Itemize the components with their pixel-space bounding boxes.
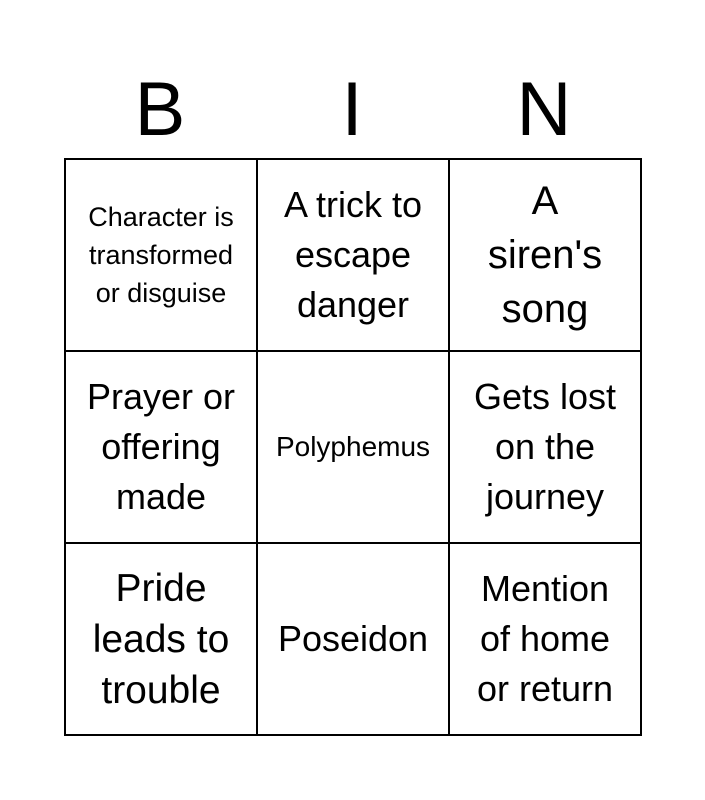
- bingo-cell-text: Poseidon: [277, 618, 429, 659]
- bingo-cell-5[interactable]: [258, 352, 450, 544]
- bingo-cell-1[interactable]: [66, 160, 258, 352]
- bingo-cell-text: Prayer or offering made: [86, 376, 236, 517]
- bingo-cell-7[interactable]: [66, 544, 258, 736]
- bingo-cell-text: A trick to escape danger: [283, 184, 423, 325]
- bingo-cell-text: Gets lost on the journey: [473, 376, 617, 517]
- bingo-cell-text: A siren's song: [487, 179, 603, 331]
- bingo-board: [64, 158, 642, 736]
- bingo-cell-text: Polyphemus: [275, 431, 431, 462]
- bingo-cell-text: Character is transformed or disguise: [88, 202, 234, 308]
- bingo-cell-3[interactable]: [450, 160, 642, 352]
- bingo-cell-text: Mention of home or return: [476, 568, 614, 709]
- header-letter-b: B: [134, 67, 186, 152]
- bingo-cell-4[interactable]: [66, 352, 258, 544]
- header-letter-n: N: [516, 67, 572, 152]
- bingo-cell-9[interactable]: [450, 544, 642, 736]
- bingo-cell-text: Pride leads to trouble: [92, 566, 230, 712]
- bingo-header: [64, 67, 640, 152]
- bingo-cell-6[interactable]: [450, 352, 642, 544]
- bingo-cell-2[interactable]: [258, 160, 450, 352]
- bingo-cell-8[interactable]: [258, 544, 450, 736]
- header-letter-i: I: [341, 67, 363, 152]
